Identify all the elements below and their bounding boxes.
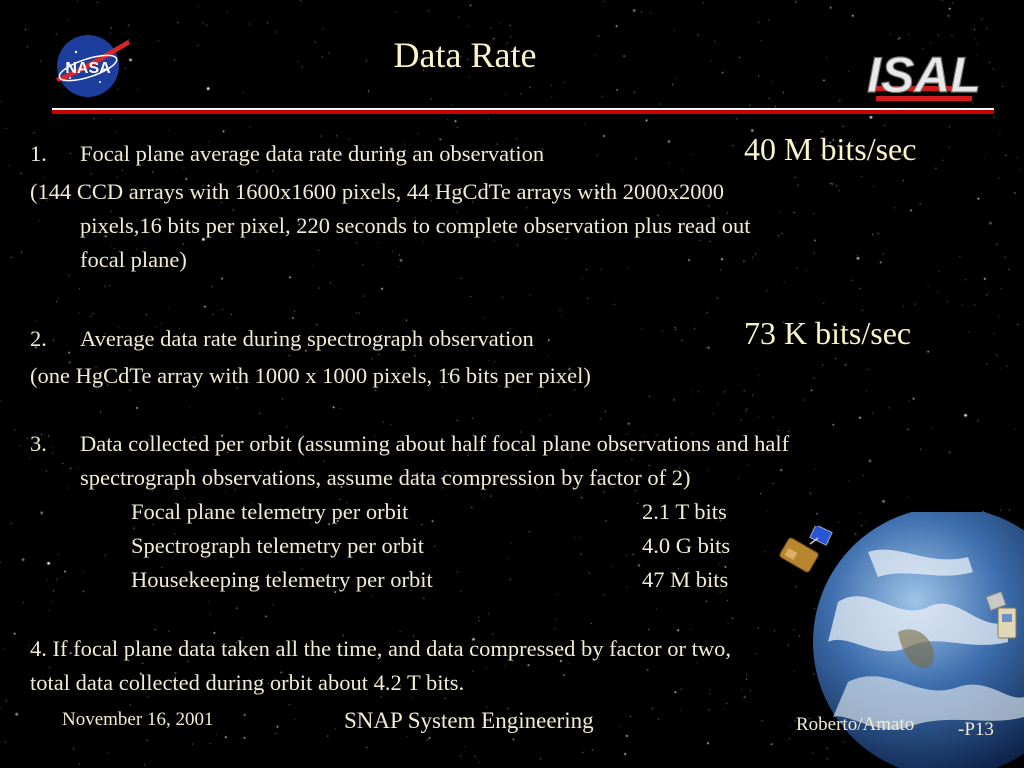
item2-number: 2. xyxy=(30,326,47,351)
item4-line: total data collected during orbit about 4.2 T bits. xyxy=(30,670,465,695)
item1-rate: 40 M bits/sec xyxy=(744,131,917,167)
satellite-icon xyxy=(776,526,840,586)
telemetry-value-focal: 2.1 T bits xyxy=(642,499,727,524)
telemetry-label-spectrograph: Spectrograph telemetry per orbit xyxy=(131,533,425,558)
item2-detail: (one HgCdTe array with 1000 x 1000 pixels, 16 bits per pixel) xyxy=(30,363,591,388)
item1-number: 1. xyxy=(30,141,47,166)
telemetry-label-housekeeping: Housekeeping telemetry per orbit xyxy=(131,567,433,592)
footer-author: Roberto/Amato xyxy=(796,714,915,735)
nasa-logo-text: NASA xyxy=(65,60,111,77)
slide-title: Data Rate xyxy=(393,35,537,75)
item1-detail-line: (144 CCD arrays with 1600x1600 pixels, 44 HgCdTe arrays with 2000x2000 xyxy=(30,179,724,204)
footer-date: November 16, 2001 xyxy=(62,709,214,730)
telemetry-value-housekeeping: 47 M bits xyxy=(642,567,729,592)
item3-number: 3. xyxy=(30,431,47,456)
footer-center: SNAP System Engineering xyxy=(344,708,594,733)
satellite-icon xyxy=(984,592,1024,648)
item3-line: spectrograph observations, assume data compression by factor of 2) xyxy=(80,465,691,490)
item3-line: Data collected per orbit (assuming about half focal plane observations and half xyxy=(80,431,790,456)
item2-rate: 73 K bits/sec xyxy=(744,315,912,351)
telemetry-label-focal: Focal plane telemetry per orbit xyxy=(131,499,409,524)
title-divider xyxy=(52,108,994,114)
item1-detail-line: focal plane) xyxy=(80,247,187,272)
isal-logo-text: ISAL xyxy=(867,47,981,103)
telemetry-value-spectrograph: 4.0 G bits xyxy=(642,533,731,558)
item4-line: 4. If focal plane data taken all the time, and data compressed by factor or two, xyxy=(30,636,731,661)
item1-detail-line: pixels,16 bits per pixel, 220 seconds to complete observation plus read out xyxy=(80,213,751,238)
item2-text: Average data rate during spectrograph observation xyxy=(80,326,534,351)
item1-text: Focal plane average data rate during an observation xyxy=(80,141,545,166)
footer-page-number: -P13 xyxy=(958,719,994,740)
